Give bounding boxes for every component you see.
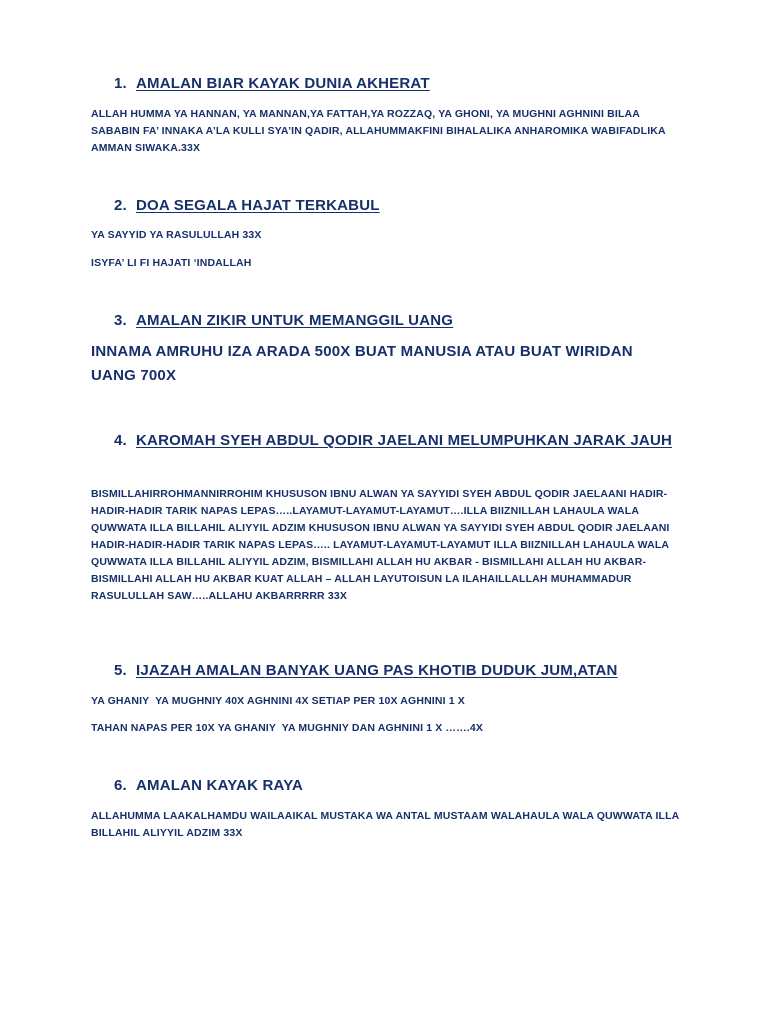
section-5-paragraph-2: TAHAN NAPAS PER 10X YA GHANIY YA MUGHNIY DAN AGHNINI 1 X …….4X bbox=[91, 722, 484, 734]
section-6-paragraph-1: ALLAHUMMA LAAKALHAMDU WAILAAIKAL MUSTAKA WA ANTAL MUSTAAM WALAHAULA WALA QUWWATA ILLA BILLAHIL ALIYYIL ADZIM 33X bbox=[91, 810, 683, 839]
section-1-heading bbox=[114, 73, 681, 95]
section-2-heading bbox=[114, 195, 681, 217]
section-4-heading bbox=[114, 430, 681, 452]
section-1-paragraph-1: ALLAH HUMMA YA HANNAN, YA MANNAN,YA FATTAH,YA ROZZAQ, YA GHONI, YA MUGHNI AGHNINI BILAA SABABIN FA’ INNAKA A’LA KULLI SYA’IN QADIR, ALLAHUMMAKFINI BIHALALIKA ANHAROMIKA WABIFADLIKA AMMAN SIWAKA.33X bbox=[91, 108, 669, 154]
section-4-number: 4. bbox=[114, 432, 127, 449]
section-2-title: DOA SEGALA HAJAT TERKABUL bbox=[136, 197, 380, 214]
section-3-paragraph-1: INNAMA AMRUHU IZA ARADA 500X BUAT MANUSIA ATAU BUAT WIRIDAN UANG 700X bbox=[91, 343, 638, 384]
section-5-paragraph-1: YA GHANIY YA MUGHNIY 40X AGHNINI 4X SETIAP PER 10X AGHNINI 1 X bbox=[91, 695, 465, 707]
section-4-title: KAROMAH SYEH ABDUL QODIR JAELANI MELUMPUHKAN JARAK JAUH bbox=[136, 432, 673, 449]
section-4-paragraph-1: BISMILLAHIRROHMANNIRROHIM KHUSUSON IBNU ALWAN YA SAYYIDI SYEH ABDUL QODIR JAELAANI HADIR-HADIR-HADIR TARIK NAPAS LEPAS…..LAYAMUT-LAYAMUT-LAYAMUT….ILLA BIIZNILLAH LAHAULA WALA QUWWATA ILLA BILLAHIL ALIYYIL ADZIM KHUSUSON IBNU ALWAN YA SAYYIDI SYEH ABDUL QODIR JAELAANI HADIR-HADIR-HADIR TARIK NAPAS LEPAS….. LAYAMUT-LAYAMUT-LAYAMUT ILLA BIIZNILLAH LAHAULA WALA QUWWATA ILLA BILLAHIL ALIYYIL ADZIM, BISMILLAHI ALLAH HU AKBAR - BISMILLAHI ALLAH HU AKBAR-BISMILLAHI ALLAH HU AKBAR KUAT ALLAH – ALLAH LAYUTOISUN LA ILAHAILLALLAH MUHAMMADUR RASULULLAH SAW…..ALLAHU AKBARRRRR 33X bbox=[91, 488, 673, 602]
section-3-number: 3. bbox=[114, 312, 127, 329]
section-5-number: 5. bbox=[114, 662, 127, 679]
section-2-paragraph-1: YA SAYYID YA RASULULLAH 33X bbox=[91, 229, 262, 241]
section-6-number: 6. bbox=[114, 777, 127, 794]
section-1-title: AMALAN BIAR KAYAK DUNIA AKHERAT bbox=[136, 75, 430, 92]
section-2-paragraph-2: ISYFA’ LI FI HAJATI ‘INDALLAH bbox=[91, 257, 252, 269]
section-6-title: AMALAN KAYAK RAYA bbox=[136, 777, 304, 794]
section-3-heading bbox=[114, 310, 681, 332]
section-2-number: 2. bbox=[114, 197, 127, 214]
section-5-title: IJAZAH AMALAN BANYAK UANG PAS KHOTIB DUDUK JUM,ATAN bbox=[136, 662, 618, 679]
section-6-heading bbox=[114, 775, 681, 797]
section-5-heading bbox=[114, 660, 681, 682]
section-1-number: 1. bbox=[114, 75, 127, 92]
section-3-title: AMALAN ZIKIR UNTUK MEMANGGIL UANG bbox=[136, 312, 454, 329]
